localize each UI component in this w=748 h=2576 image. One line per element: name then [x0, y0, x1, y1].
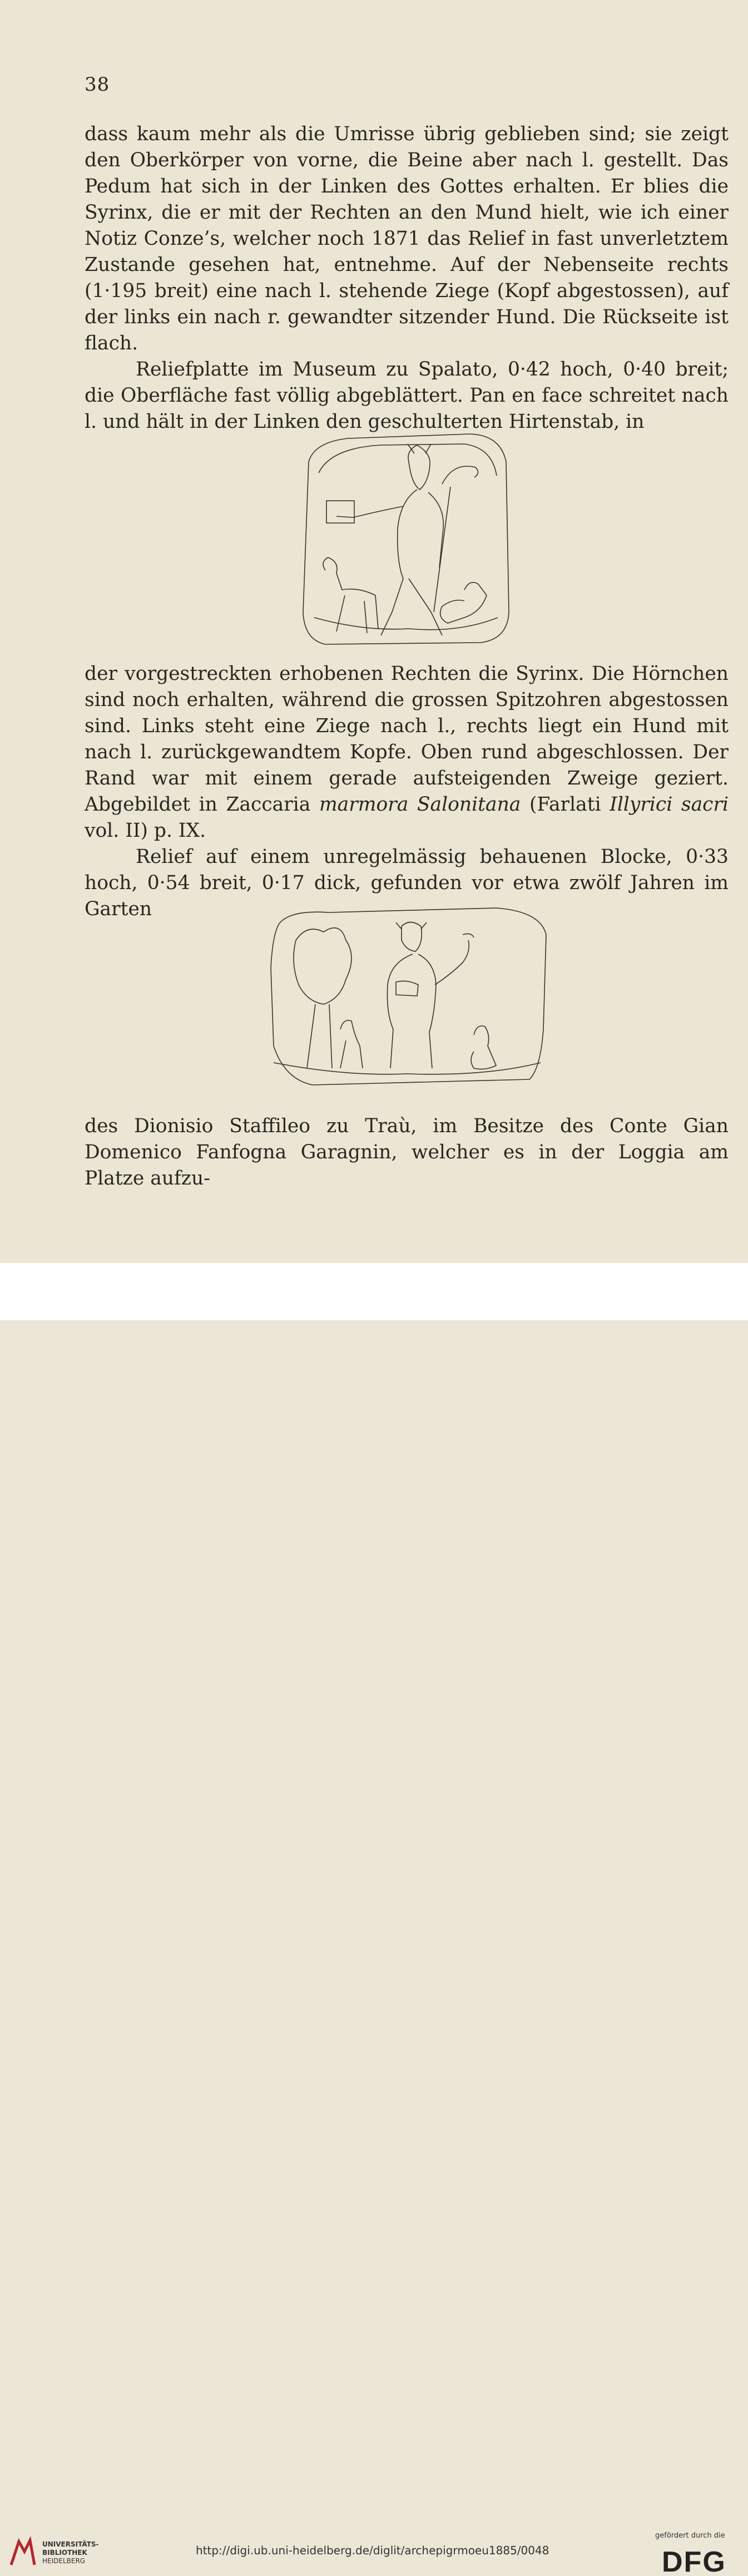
paragraph-1: dass kaum mehr als die Umrisse übrig geblieben sind; sie zeigt den Oberkörper von vorne, die Beine aber nach l. gestellt. Das Pedum hat sich in der Linken des Gottes erhalten. Er blies die Syrinx, die er mit der Rechten an den Mund hielt, wie ich einer Notiz Conze’s, welcher noch 1871 das Relief in fast unverletztem Zustande gesehen hat, entnehme. Auf der Nebenseite rechts (1·195 breit) eine nach l. stehende Ziege (Kopf abgestossen), auf der links ein nach r. gewandter sitzender Hund. Die Rückseite ist flach.: [85, 123, 729, 354]
institution-line-1: UNIVERSITÄTS-: [42, 2540, 99, 2548]
institution-name: [42, 2540, 99, 2565]
scanned-page: [0, 0, 748, 1263]
text-block-middle: [85, 661, 729, 922]
citation-marmora: marmora Salonitana: [319, 793, 521, 816]
citation-illyrici: Illyrici sacri: [610, 793, 729, 816]
text-block-bottom: [85, 1113, 729, 1192]
citation-end: vol. II) p. IX.: [85, 820, 206, 842]
funding-label: gefördert durch die: [655, 2531, 725, 2540]
paragraph-5: des Dionisio Staffileo zu Traù, im Besitze des Conte Gian Domenico Fanfogna Garagnin, welcher es in der Loggia am Platze aufzu-: [85, 1115, 729, 1190]
pan-relief-figure-2: [262, 901, 554, 1093]
paragraph-3: [85, 661, 729, 844]
paragraph-2: Reliefplatte im Museum zu Spalato, 0·42 hoch, 0·40 breit; die Oberfläche fast völlig abgeblättert. Pan en face schreitet nach l. und hält in der Linken den geschulterten Hirtenstab, in: [85, 358, 729, 433]
permalink[interactable]: http://digi.ub.uni-heidelberg.de/diglit/archepigrmoeu1885/0048: [196, 2544, 549, 2557]
text-block-top: [85, 121, 729, 435]
footer-bar: [0, 1263, 748, 2576]
pan-relief-figure-1: [298, 428, 514, 651]
page-number: 38: [85, 73, 110, 96]
funder-name: DFG: [662, 2546, 726, 2576]
citation-farlati: (Farlati: [529, 793, 601, 816]
dfg-logo-icon: [662, 2544, 740, 2576]
paragraph-4: Relief auf einem unregelmässig behauenen Blocke, 0·33 hoch, 0·54 breit, 0·17 dick, gefunden vor etwa zwölf Jahren im Garten: [85, 846, 729, 920]
university-library-logo-icon: [8, 2536, 39, 2569]
institution-line-3: HEIDELBERG: [42, 2557, 86, 2565]
paragraph-3-text: der vorgestreckten erhobenen Rechten die Syrinx. Die Hörnchen sind noch erhalten, während die grossen Spitzohren abgestossen sind. Links steht eine Ziege nach l., rechts liegt ein Hund mit nach l. zurückgewandtem Kopfe. Oben rund abgeschlossen. Der Rand war mit einem gerade aufsteigenden Zweige geziert. Abgebildet in Zaccaria: [85, 663, 729, 816]
institution-line-2: BIBLIOTHEK: [42, 2549, 87, 2557]
